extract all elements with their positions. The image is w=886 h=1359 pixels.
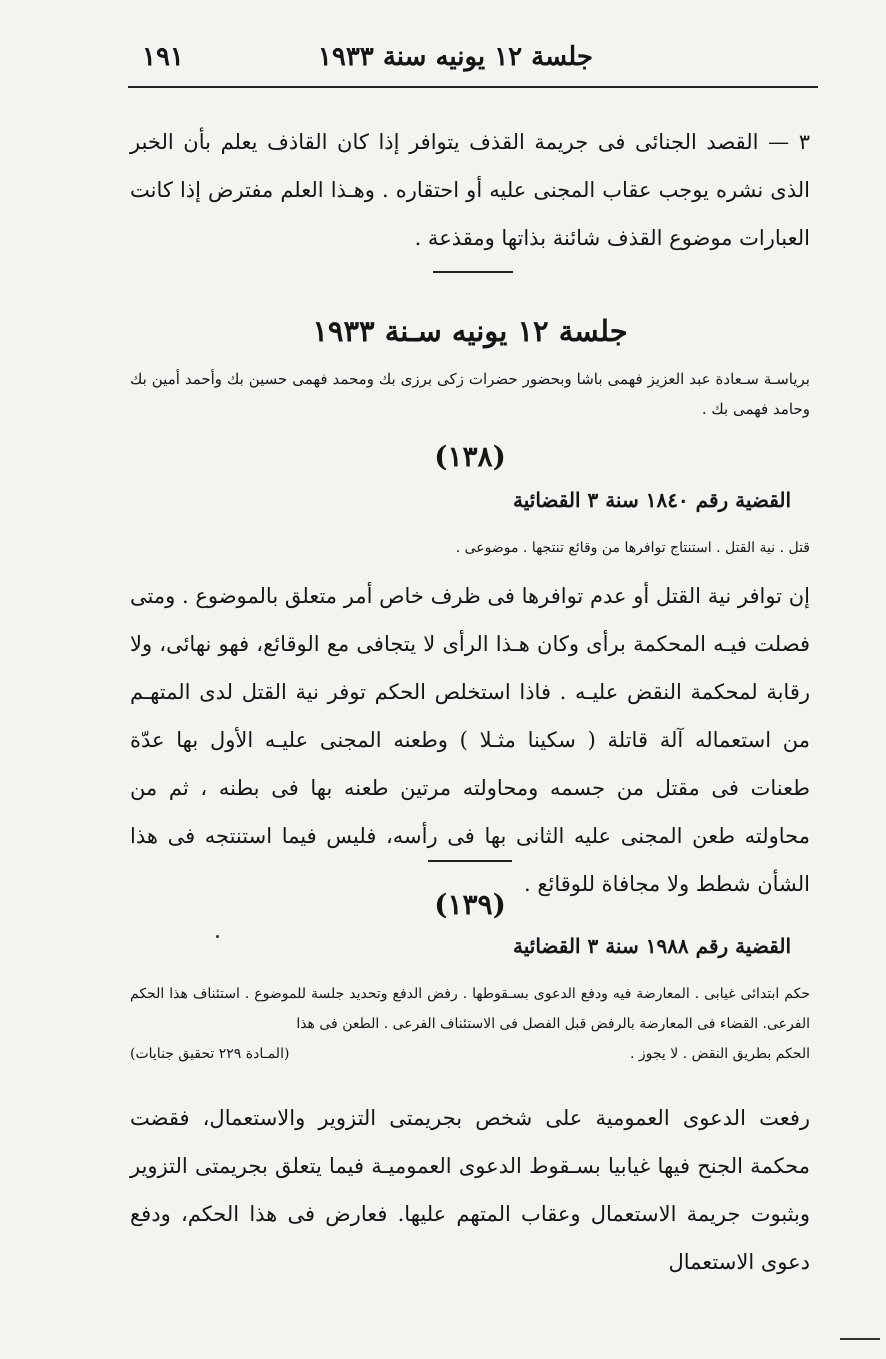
header-rule [128, 86, 818, 88]
principle-3-paragraph: ٣ — القصد الجنائى فى جريمة القذف يتوافر إذا كان القاذف يعلم بأن الخبر الذى نشره يوجب عقاب المجنى عليه أو احتقاره . وهـذا العلم مفترض إذا كانت العبارات موضوع القذف شائنة بذاتها ومقذعة . [130, 130, 810, 250]
case-reference: القضية رقم ١٨٤٠ سنة ٣ القضائية [513, 488, 791, 512]
case-keywords-tail: الحكم بطريق النقض . لا يجوز . [629, 1046, 810, 1062]
case-number: (١٣٩) [434, 888, 506, 921]
case-keywords: حكم ابتدائى غيابى . المعارضة فيه ودفع الدعوى بسـقوطها . رفض الدفع وتحديد جلسة للموضوع . استئناف هذا الحكم الفرعى. القضاء فى المعارضة بالرفض قبل الفصل فى الاستئناف الفرعى . الطعن فى هذا [130, 986, 810, 1032]
case-legal-reference: (المـادة ٢٢٩ تحقيق جنايات) [130, 1046, 290, 1062]
case-number: (١٣٨) [434, 440, 506, 473]
case-body: إن توافر نية القتل أو عدم توافرها فى ظرف خاص أمر متعلق بالموضوع . ومتى فصلت فيـه المحكمة برأى وكان هـذا الرأى لا يتجافى مع الوقائع، فهو نهائى، ولا رقابة لمحكمة النقض عليـه . فاذا استخلص الحكم توفر نية القتل لدى المتهـم من استعماله آلة قاتلة ( سكينا مثـلا ) وطعنه المجنى عليـه الأول بها عدّة طعنات فى مقتل من جسمه ومحاولته مرتين طعنه بها فى بطنه ، ثم من محاولته طعن المجنى عليه الثانى بها فى رأسه، فليس فيما استنتجه فى هذا الشأن شطط ولا مجافاة للوقائع . [130, 584, 810, 896]
section-divider [433, 271, 513, 273]
case-keywords-last-line [130, 1039, 810, 1069]
print-speck [216, 935, 219, 938]
session-presidency: برياسـة سـعادة عبد العزيز فهمى باشا وبحضور حضرات زكى برزى بك ومحمد فهمى حسين بك وأحمد أمين بك وحامد فهمى بك . [130, 370, 810, 418]
page-edge-mark [840, 1338, 880, 1340]
case-reference: القضية رقم ١٩٨٨ سنة ٣ القضائية [513, 934, 791, 958]
session-title: جلسة ١٢ يونيه سـنة ١٩٣٣ [312, 314, 628, 348]
running-header [128, 40, 818, 80]
case-keywords: قتل . نية القتل . استنتاج توافرها من وقائع تنتجها . موضوعى . [455, 540, 810, 556]
header-title: جلسة ١٢ يونيه سنة ١٩٣٣ [317, 42, 593, 72]
page-number: ١٩١ [142, 42, 184, 72]
case-body: رفعت الدعوى العمومية على شخص بجريمتى التزوير والاستعمال، فقضت محكمة الجنح فيها غيابيا بسـقوط الدعوى العموميـة فيما يتعلق بجريمتى التزوير وبثبوت جريمة الاستعمال وعقاب المتهم عليها. فعارض فى هذا الحكم، ودفع دعوى الاستعمال [130, 1106, 810, 1274]
section-divider [428, 860, 512, 862]
